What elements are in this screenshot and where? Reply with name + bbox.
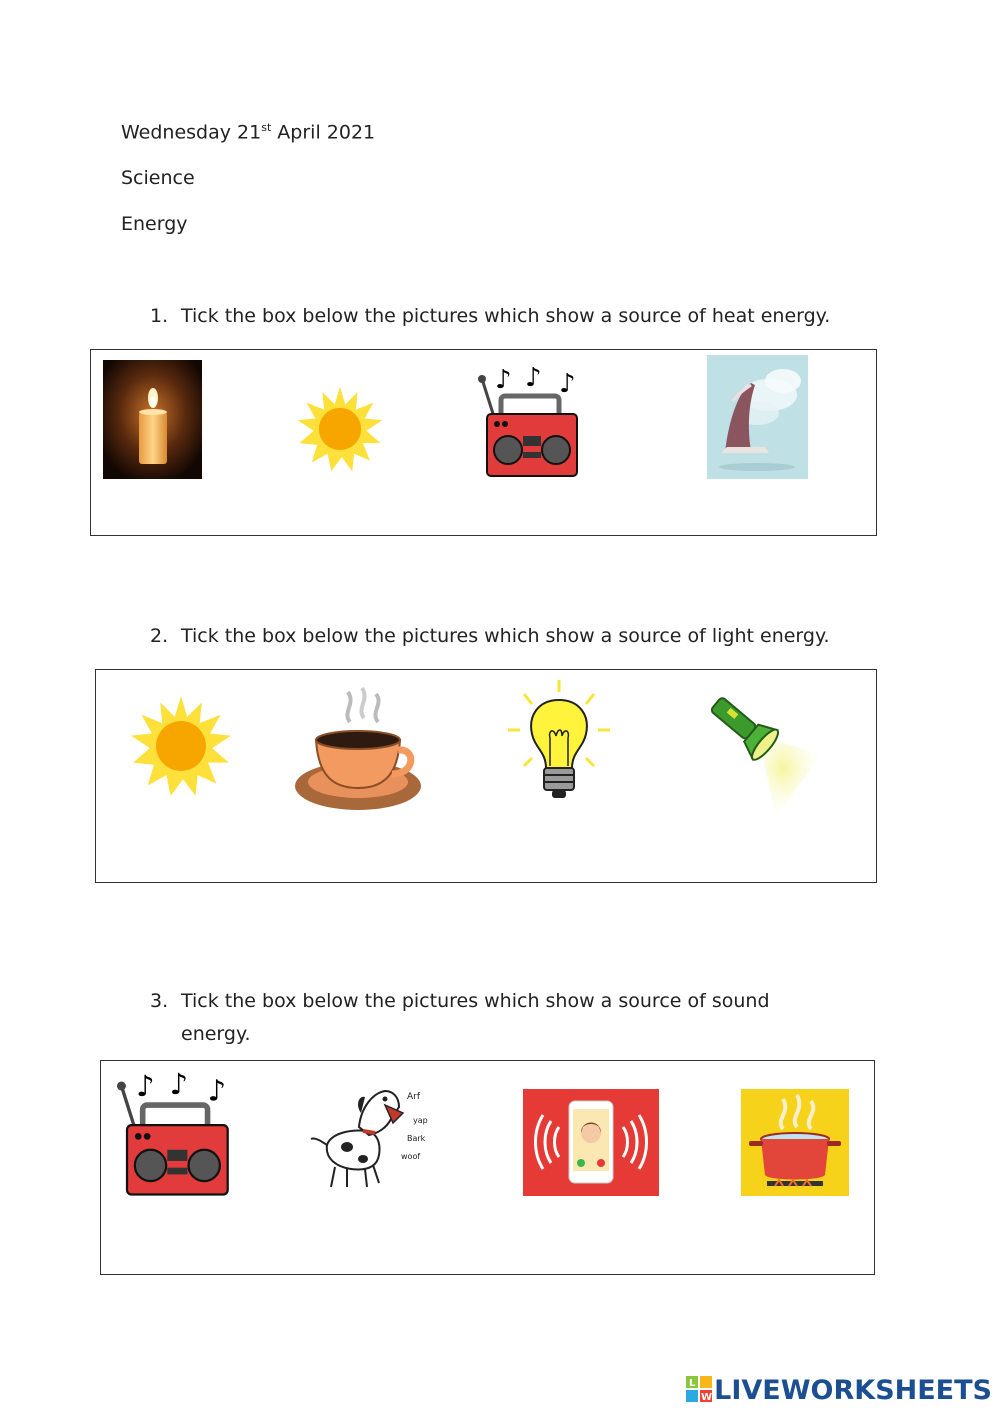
sun-picture bbox=[129, 694, 233, 798]
question-text-line-2: energy. bbox=[181, 1023, 251, 1045]
date-line bbox=[121, 121, 375, 143]
question-number: 1. bbox=[150, 305, 169, 327]
liveworksheets-logo-icon bbox=[686, 1376, 712, 1409]
answer-box-3[interactable] bbox=[100, 1060, 875, 1275]
ringing-phone-picture bbox=[523, 1089, 659, 1196]
liveworksheets-brand bbox=[686, 1375, 992, 1409]
question-text: Tick the box below the pictures which show a source of heat energy. bbox=[181, 305, 831, 327]
subject-label: Science bbox=[121, 167, 195, 189]
svg-text:♪: ♪ bbox=[207, 1073, 227, 1108]
svg-text:♪: ♪ bbox=[559, 369, 576, 399]
svg-text:♪: ♪ bbox=[169, 1067, 189, 1101]
question-number: 3. bbox=[150, 990, 169, 1012]
svg-text:♪: ♪ bbox=[495, 365, 512, 395]
boiling-pot-picture bbox=[741, 1089, 849, 1196]
answer-box-1[interactable] bbox=[90, 349, 877, 536]
date-prefix: Wednesday 21 bbox=[121, 121, 262, 144]
torch-picture bbox=[696, 690, 826, 820]
light-bulb-picture bbox=[504, 678, 614, 806]
logo-letter-l: L bbox=[689, 1378, 696, 1389]
date-suffix: st bbox=[261, 121, 272, 134]
dog-sound-3: Bark bbox=[407, 1134, 426, 1143]
dog-sound-1: Arf bbox=[407, 1092, 421, 1102]
sun-picture bbox=[296, 385, 384, 473]
answer-box-2[interactable] bbox=[95, 669, 877, 883]
svg-text:♪: ♪ bbox=[135, 1069, 155, 1104]
steam-iron-picture bbox=[707, 355, 808, 479]
question-text-line-1: Tick the box below the pictures which show a source of sound bbox=[181, 990, 770, 1012]
candle-picture bbox=[103, 360, 202, 479]
logo-letter-w: W bbox=[701, 1392, 713, 1402]
svg-text:♪: ♪ bbox=[525, 363, 542, 393]
topic-label: Energy bbox=[121, 213, 188, 235]
dog-sound-4: woof bbox=[401, 1152, 421, 1161]
radio-picture bbox=[473, 362, 585, 480]
barking-dog-picture bbox=[307, 1083, 437, 1193]
brand-name: LIVEWORKSHEETS bbox=[714, 1375, 992, 1406]
radio-picture bbox=[109, 1067, 239, 1199]
date-rest: April 2021 bbox=[271, 121, 376, 144]
question-number: 2. bbox=[150, 625, 169, 647]
dog-sound-2: yap bbox=[413, 1116, 428, 1125]
question-text: Tick the box below the pictures which show a source of light energy. bbox=[181, 625, 830, 647]
coffee-cup-picture bbox=[294, 682, 424, 814]
